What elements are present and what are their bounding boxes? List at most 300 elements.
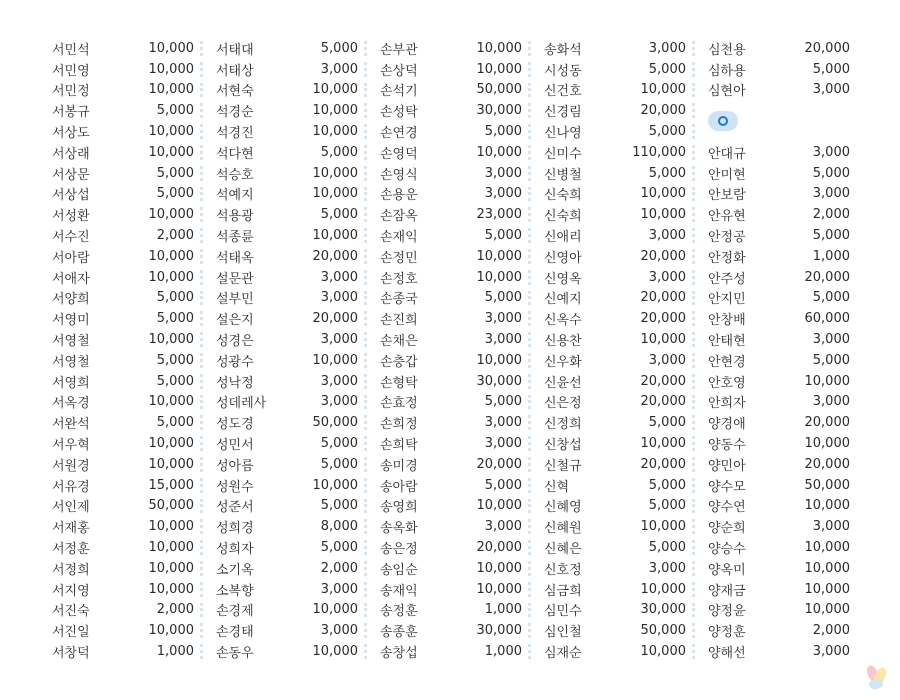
donation-amount: 5,000 (648, 415, 686, 431)
donor-name: 손진희 (380, 313, 418, 329)
dotted-separator (522, 225, 544, 246)
dotted-separator (358, 412, 380, 433)
donor-row (544, 620, 708, 641)
dotted-separator (686, 371, 708, 392)
dotted-separator (686, 433, 708, 454)
dotted-separator (522, 641, 544, 662)
dotted-separator (194, 184, 216, 205)
donation-amount: 20,000 (804, 456, 850, 472)
donor-row (544, 600, 708, 621)
donor-name: 서유경 (52, 479, 90, 495)
dotted-separator (194, 475, 216, 496)
dotted-separator (358, 38, 380, 59)
donor-row (544, 579, 708, 600)
dotted-separator (686, 620, 708, 641)
donor-row (52, 184, 216, 205)
donation-amount: 10,000 (804, 436, 850, 452)
donation-amount: 10,000 (804, 540, 850, 556)
donor-name: 양민아 (708, 458, 746, 474)
donor-name: 석경순 (216, 105, 254, 121)
dotted-separator (194, 516, 216, 537)
dotted-separator (358, 350, 380, 371)
donation-amount: 5,000 (156, 103, 194, 119)
donor-name: 시성동 (544, 63, 582, 79)
donor-name: 손충갑 (380, 354, 418, 370)
donor-row (380, 121, 544, 142)
dotted-separator (686, 600, 708, 621)
donor-row (708, 641, 850, 662)
dotted-separator (686, 350, 708, 371)
donation-amount: 5,000 (648, 540, 686, 556)
donation-amount: 1,000 (812, 248, 850, 264)
donor-row (52, 225, 216, 246)
donor-row (544, 496, 708, 517)
donation-amount: 110,000 (632, 144, 686, 160)
donor-name: 신철규 (544, 458, 582, 474)
donor-row (216, 620, 380, 641)
donor-row (708, 350, 850, 371)
donation-amount: 3,000 (812, 82, 850, 98)
donor-row (708, 433, 850, 454)
dotted-separator (358, 59, 380, 80)
donor-row (216, 308, 380, 329)
dotted-separator (686, 641, 708, 662)
donor-name: 성광수 (216, 354, 254, 370)
donation-amount: 10,000 (640, 207, 686, 223)
donation-amount: 10,000 (640, 436, 686, 452)
dotted-separator (522, 392, 544, 413)
donor-name: 양경애 (708, 417, 746, 433)
donor-name: 설부민 (216, 292, 254, 308)
dotted-separator (358, 184, 380, 205)
donor-row (544, 267, 708, 288)
donation-amount: 5,000 (156, 165, 194, 181)
donation-amount: 10,000 (476, 352, 522, 368)
donor-row (216, 121, 380, 142)
donor-row (544, 225, 708, 246)
donation-amount: 20,000 (312, 311, 358, 327)
donation-amount: 5,000 (812, 165, 850, 181)
dotted-separator (522, 350, 544, 371)
donor-row (216, 38, 380, 59)
donor-row (544, 412, 708, 433)
dotted-separator (686, 496, 708, 517)
donor-row (708, 454, 850, 475)
dotted-separator (194, 392, 216, 413)
donor-row (216, 537, 380, 558)
donor-row (380, 308, 544, 329)
donation-amount: 10,000 (804, 581, 850, 597)
dotted-separator (358, 454, 380, 475)
dotted-separator (522, 184, 544, 205)
donor-row (216, 454, 380, 475)
donor-row (216, 204, 380, 225)
dotted-separator (686, 308, 708, 329)
dotted-separator (522, 454, 544, 475)
dotted-separator (522, 59, 544, 80)
donation-amount: 5,000 (320, 498, 358, 514)
dotted-separator (522, 412, 544, 433)
donor-name: 손희탁 (380, 438, 418, 454)
donation-amount: 5,000 (648, 165, 686, 181)
donor-row (708, 80, 850, 101)
donor-row (380, 371, 544, 392)
donor-name: 서영철 (52, 354, 90, 370)
donor-name: 서봉규 (52, 105, 90, 121)
dotted-separator (522, 38, 544, 59)
dotted-separator (194, 225, 216, 246)
donation-amount: 3,000 (484, 186, 522, 202)
donation-amount: 20,000 (640, 290, 686, 306)
donor-row (216, 475, 380, 496)
donor-name: 심금희 (544, 583, 582, 599)
donation-amount: 5,000 (484, 477, 522, 493)
donor-row (544, 329, 708, 350)
donation-amount: 5,000 (320, 40, 358, 56)
donor-row (216, 163, 380, 184)
donor-row (52, 392, 216, 413)
donation-amount: 3,000 (320, 290, 358, 306)
dotted-separator (194, 496, 216, 517)
donation-amount: 10,000 (640, 82, 686, 98)
donation-amount: 10,000 (476, 581, 522, 597)
edit-marker-button[interactable] (708, 111, 738, 131)
donor-name: 심인철 (544, 625, 582, 641)
dotted-separator (358, 496, 380, 517)
donor-name: 신창섭 (544, 438, 582, 454)
donor-name: 성희경 (216, 521, 254, 537)
donor-row (52, 100, 216, 121)
donor-row (52, 204, 216, 225)
donor-row (216, 412, 380, 433)
donation-amount: 10,000 (476, 269, 522, 285)
donation-amount: 10,000 (148, 456, 194, 472)
donation-amount: 5,000 (812, 61, 850, 77)
ledger-column (708, 38, 850, 662)
donor-name: 서애자 (52, 271, 90, 287)
donor-name: 서아람 (52, 250, 90, 266)
donor-name: 서수진 (52, 230, 90, 246)
donor-row (708, 288, 850, 309)
donor-row (544, 142, 708, 163)
donation-amount: 10,000 (148, 581, 194, 597)
donor-row (216, 80, 380, 101)
donor-name: 손성탁 (380, 105, 418, 121)
donation-amount: 10,000 (148, 144, 194, 160)
dotted-separator (194, 163, 216, 184)
donation-amount: 30,000 (476, 623, 522, 639)
dotted-separator (686, 163, 708, 184)
dotted-separator (358, 329, 380, 350)
donation-amount: 20,000 (804, 40, 850, 56)
dotted-separator (358, 516, 380, 537)
donation-amount: 10,000 (148, 61, 194, 77)
donor-row (380, 579, 544, 600)
dotted-separator (686, 204, 708, 225)
donation-amount: 30,000 (476, 373, 522, 389)
donor-row (380, 288, 544, 309)
donor-name: 신예지 (544, 292, 582, 308)
donor-name: 성데레사 (216, 396, 267, 412)
donor-name: 송은정 (380, 542, 418, 558)
dotted-separator (194, 267, 216, 288)
donation-amount: 3,000 (320, 623, 358, 639)
donor-row (380, 163, 544, 184)
donor-name: 손채은 (380, 334, 418, 350)
donation-amount: 2,000 (156, 228, 194, 244)
donation-amount: 10,000 (476, 144, 522, 160)
donor-name: 심민수 (544, 604, 582, 620)
donor-row (544, 80, 708, 101)
donor-row (708, 516, 850, 537)
dotted-separator (522, 308, 544, 329)
dotted-separator (194, 600, 216, 621)
donation-amount: 10,000 (148, 623, 194, 639)
donor-name: 신윤선 (544, 375, 582, 391)
donation-amount: 5,000 (648, 124, 686, 140)
donation-amount: 10,000 (148, 40, 194, 56)
dotted-separator (522, 600, 544, 621)
donor-row (708, 225, 850, 246)
donor-name: 서진일 (52, 625, 90, 641)
dotted-separator (686, 329, 708, 350)
dotted-separator (194, 350, 216, 371)
donor-row (216, 579, 380, 600)
donation-amount: 20,000 (640, 248, 686, 264)
donor-name: 양정윤 (708, 604, 746, 620)
donor-name: 서태대 (216, 42, 254, 58)
donation-amount: 10,000 (148, 207, 194, 223)
dotted-separator (194, 100, 216, 121)
donor-row (380, 246, 544, 267)
dotted-separator (194, 121, 216, 142)
donor-name: 안정화 (708, 250, 746, 266)
donation-amount: 5,000 (156, 415, 194, 431)
dotted-separator (194, 80, 216, 101)
donation-amount: 5,000 (812, 290, 850, 306)
donation-amount: 3,000 (812, 186, 850, 202)
donation-amount: 3,000 (484, 415, 522, 431)
donor-name: 소기옥 (216, 562, 254, 578)
donor-name: 송영희 (380, 500, 418, 516)
donor-row (708, 537, 850, 558)
donation-amount: 10,000 (476, 498, 522, 514)
donor-name: 신경림 (544, 105, 582, 121)
donor-name: 성낙정 (216, 375, 254, 391)
donor-name: 신건호 (544, 84, 582, 100)
dotted-separator (686, 142, 708, 163)
donor-name: 신병철 (544, 167, 582, 183)
donation-amount: 10,000 (312, 103, 358, 119)
donor-name: 서상문 (52, 167, 90, 183)
dotted-separator (686, 392, 708, 413)
donor-row (708, 204, 850, 225)
dotted-separator (194, 412, 216, 433)
donor-name: 손영덕 (380, 146, 418, 162)
dotted-separator (522, 121, 544, 142)
donor-row (544, 38, 708, 59)
donation-amount: 10,000 (312, 165, 358, 181)
donation-amount: 10,000 (148, 436, 194, 452)
donation-amount: 5,000 (484, 394, 522, 410)
donor-row (52, 579, 216, 600)
donor-name: 서원경 (52, 458, 90, 474)
donor-row (216, 59, 380, 80)
dotted-separator (522, 537, 544, 558)
donor-row (380, 225, 544, 246)
donation-amount: 10,000 (148, 540, 194, 556)
ledger-column (380, 38, 544, 662)
donor-row (380, 80, 544, 101)
donor-row (708, 475, 850, 496)
donor-name: 안주성 (708, 271, 746, 287)
donation-amount: 10,000 (148, 248, 194, 264)
donation-amount: 10,000 (476, 61, 522, 77)
donation-amount: 5,000 (320, 540, 358, 556)
donor-row (216, 496, 380, 517)
donor-name: 서옥경 (52, 396, 90, 412)
dotted-separator (522, 100, 544, 121)
dotted-separator (194, 308, 216, 329)
donor-row (380, 496, 544, 517)
dotted-separator (358, 475, 380, 496)
donor-name: 양순희 (708, 521, 746, 537)
donation-amount: 3,000 (320, 373, 358, 389)
dotted-separator (686, 246, 708, 267)
donor-name: 신혜원 (544, 521, 582, 537)
donor-name: 서민영 (52, 63, 90, 79)
donation-amount: 10,000 (148, 394, 194, 410)
donor-name: 손종국 (380, 292, 418, 308)
donor-row (708, 59, 850, 80)
donor-row (52, 38, 216, 59)
donation-amount: 3,000 (812, 332, 850, 348)
donor-name: 서민석 (52, 42, 90, 58)
donor-name: 안대규 (708, 146, 746, 162)
donor-row (216, 100, 380, 121)
donation-amount: 2,000 (812, 207, 850, 223)
donor-row (52, 641, 216, 662)
donor-name: 신호정 (544, 562, 582, 578)
dotted-separator (686, 537, 708, 558)
donor-row (708, 558, 850, 579)
donor-row (52, 80, 216, 101)
donor-name: 신영아 (544, 250, 582, 266)
donor-row (708, 579, 850, 600)
donor-name: 신정희 (544, 417, 582, 433)
dotted-separator (358, 392, 380, 413)
donor-name: 손정민 (380, 250, 418, 266)
donor-name: 안호영 (708, 375, 746, 391)
donation-amount: 5,000 (156, 352, 194, 368)
donor-row (380, 516, 544, 537)
dotted-separator (194, 59, 216, 80)
donor-name: 서우혁 (52, 438, 90, 454)
donation-amount: 5,000 (320, 456, 358, 472)
donation-amount: 10,000 (312, 477, 358, 493)
donor-name: 심하용 (708, 63, 746, 79)
donor-name: 송창섭 (380, 646, 418, 661)
dotted-separator (686, 454, 708, 475)
donor-row (52, 267, 216, 288)
donation-amount: 20,000 (804, 269, 850, 285)
donor-row (544, 558, 708, 579)
donor-name: 서완석 (52, 417, 90, 433)
donor-row (544, 454, 708, 475)
donor-name: 성준서 (216, 500, 254, 516)
donation-amount: 10,000 (476, 560, 522, 576)
donor-row (380, 267, 544, 288)
donation-amount: 3,000 (320, 394, 358, 410)
donor-name: 신애리 (544, 230, 582, 246)
donation-amount: 5,000 (156, 186, 194, 202)
donor-row (380, 59, 544, 80)
donor-row (708, 392, 850, 413)
donation-amount: 20,000 (640, 373, 686, 389)
donor-row (544, 204, 708, 225)
donor-row (52, 163, 216, 184)
donor-name: 석종륜 (216, 230, 254, 246)
donation-amount: 10,000 (640, 332, 686, 348)
dotted-separator (686, 100, 708, 121)
donation-amount: 5,000 (320, 207, 358, 223)
donation-amount: 10,000 (312, 602, 358, 618)
donor-name: 안지민 (708, 292, 746, 308)
dotted-separator (522, 329, 544, 350)
donation-amount: 3,000 (320, 61, 358, 77)
donor-row (216, 288, 380, 309)
dotted-separator (358, 80, 380, 101)
donor-name: 양재금 (708, 583, 746, 599)
donation-amount: 50,000 (312, 415, 358, 431)
donation-amount: 3,000 (320, 269, 358, 285)
donor-name: 송재익 (380, 583, 418, 599)
donor-row (380, 204, 544, 225)
donation-amount: 10,000 (312, 186, 358, 202)
donor-row (380, 537, 544, 558)
donor-name: 신혜은 (544, 542, 582, 558)
donor-row (708, 184, 850, 205)
donor-name: 서영미 (52, 313, 90, 329)
dotted-separator (686, 288, 708, 309)
dotted-separator (686, 225, 708, 246)
donor-row (52, 620, 216, 641)
donor-name: 손영식 (380, 167, 418, 183)
donation-amount: 10,000 (148, 519, 194, 535)
donor-name: 심현아 (708, 84, 746, 100)
dotted-separator (522, 433, 544, 454)
donor-name: 서정희 (52, 562, 90, 578)
donor-row (52, 558, 216, 579)
donor-row (544, 59, 708, 80)
dotted-separator (686, 267, 708, 288)
donor-row (380, 142, 544, 163)
donation-amount: 3,000 (812, 144, 850, 160)
donor-name: 안유현 (708, 209, 746, 225)
donation-amount: 3,000 (484, 436, 522, 452)
donor-row (544, 537, 708, 558)
donor-row (216, 371, 380, 392)
dotted-separator (686, 121, 708, 142)
donor-name: 양승수 (708, 542, 746, 558)
donor-name: 신영옥 (544, 271, 582, 287)
donor-name: 손연경 (380, 126, 418, 142)
dotted-separator (686, 184, 708, 205)
donor-row (216, 392, 380, 413)
donor-name: 손상덕 (380, 63, 418, 79)
donor-name: 손동우 (216, 646, 254, 661)
donor-name: 성원수 (216, 479, 254, 495)
